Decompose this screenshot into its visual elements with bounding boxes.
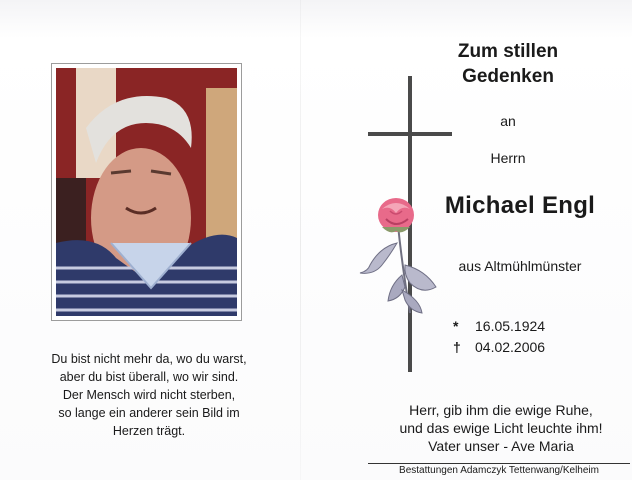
prayer-line: Vater unser - Ave Maria bbox=[428, 438, 574, 454]
heading-line: Gedenken bbox=[462, 66, 554, 87]
prayer-line: und das ewige Licht leuchte ihm! bbox=[399, 420, 603, 436]
death-row bbox=[453, 339, 545, 355]
verse bbox=[18, 350, 280, 440]
birth-symbol: * bbox=[453, 318, 459, 334]
verse-line: Du bist nicht mehr da, wo du warst, bbox=[51, 352, 247, 366]
verse-line: so lange ein anderer sein Bild im bbox=[58, 406, 240, 420]
heading bbox=[408, 39, 608, 89]
portrait-photo bbox=[56, 68, 237, 316]
undertaker: Bestattungen Adamczyk Tettenwang/Kelheim bbox=[399, 465, 599, 476]
death-date: 04.02.2006 bbox=[475, 339, 546, 355]
prayer bbox=[370, 401, 632, 455]
portrait-frame bbox=[51, 63, 242, 321]
birth-date: 16.05.1924 bbox=[475, 318, 546, 334]
heading-line: Zum stillen bbox=[457, 41, 559, 62]
death-symbol: † bbox=[453, 339, 461, 355]
an-text: an bbox=[500, 113, 516, 129]
notice-column bbox=[330, 0, 632, 480]
salutation: Herrn bbox=[490, 150, 526, 166]
card-fold bbox=[300, 0, 301, 480]
verse-line: Herzen trägt. bbox=[112, 424, 186, 438]
verse-line: aber du bist überall, wo wir sind. bbox=[59, 370, 239, 384]
verse-line: Der Mensch wird nicht sterben, bbox=[62, 388, 236, 402]
origin: aus Altmühlmünster bbox=[458, 258, 582, 274]
divider bbox=[368, 463, 630, 464]
prayer-line: Herr, gib ihm die ewige Ruhe, bbox=[409, 402, 593, 418]
deceased-name: Michael Engl bbox=[444, 192, 596, 219]
birth-row bbox=[453, 318, 545, 334]
